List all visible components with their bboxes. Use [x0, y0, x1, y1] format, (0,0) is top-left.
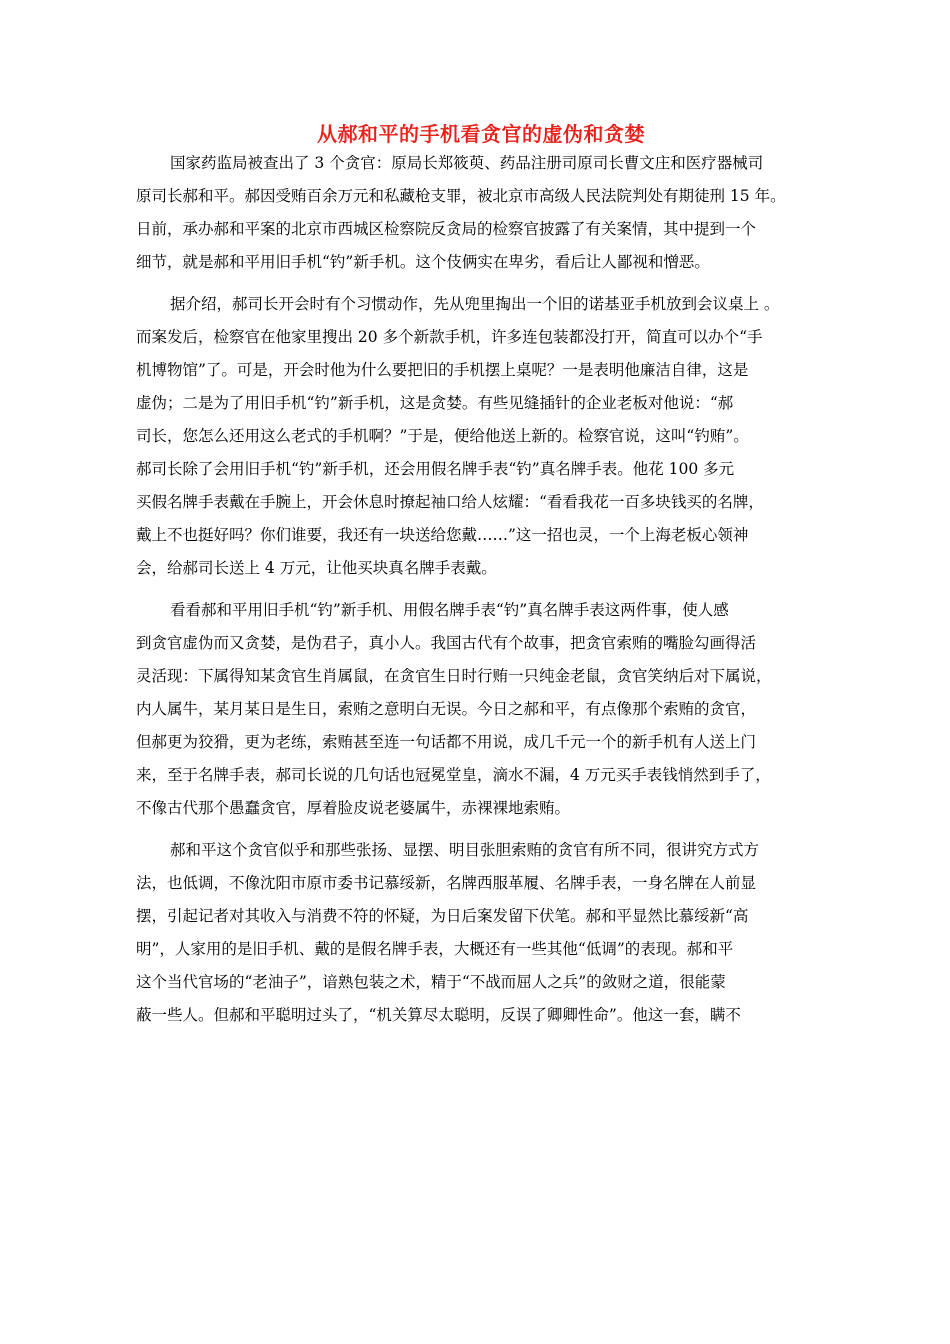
paragraph-line: 买假名牌手表戴在手腕上，开会休息时撩起袖口给人炫耀：“看看我花一百多块钱买的名牌，	[136, 493, 764, 511]
paragraph-line: 原司长郝和平。郝因受贿百余万元和私藏枪支罪，被北京市高级人民法院判处有期徒刑 15 年。	[136, 187, 786, 205]
paragraph-line: 虚伪；二是为了用旧手机“钓”新手机，这是贪婪。有些见缝插针的企业老板对他说：“郝	[136, 394, 734, 412]
paragraph-line: 郝和平这个贪官似乎和那些张扬、显摆、明目张胆索贿的贪官有所不同，很讲究方式方	[170, 841, 760, 859]
paragraph-line: 这个当代官场的“老油子”，谙熟包装之术，精于“不战而屈人之兵”的敛财之道，很能蒙	[136, 973, 726, 991]
paragraph-line: 蔽一些人。但郝和平聪明过头了，“机关算尽太聪明，反误了卿卿性命”。他这一套，瞒不	[136, 1006, 741, 1024]
paragraph-2	[136, 288, 826, 585]
paragraph-line: 据介绍，郝司长开会时有个习惯动作，先从兜里掏出一个旧的诺基亚手机放到会议桌上 。	[170, 295, 780, 313]
paragraph-line: 戴上不也挺好吗？你们谁要，我还有一块送给您戴……”这一招也灵，一个上海老板心领神	[136, 526, 749, 544]
paragraph-line: 机博物馆”了。可是，开会时他为什么要把旧的手机摆上桌呢？一是表明他廉洁自律，这是	[136, 361, 749, 379]
paragraph-line: 日前，承办郝和平案的北京市西城区检察院反贪局的检察官披露了有关案情，其中提到一个	[136, 220, 757, 238]
paragraph-line: 内人属牛，某月某日是生日，索贿之意明白无误。今日之郝和平，有点像那个索贿的贪官，	[136, 700, 757, 718]
paragraph-line: 摆，引起记者对其收入与消费不符的怀疑，为日后案发留下伏笔。郝和平显然比慕绥新“高	[136, 907, 749, 925]
paragraph-line: 灵活现：下属得知某贪官生肖属鼠，在贪官生日时行贿一只纯金老鼠，贪官笑纳后对下属说，	[136, 667, 772, 685]
paragraph-line: 看看郝和平用旧手机“钓”新手机、用假名牌手表“钓”真名牌手表这两件事，使人感	[170, 601, 729, 619]
paragraph-line: 而案发后，检察官在他家里搜出 20 多个新款手机，许多连包装都没打开，简直可以办个“手	[136, 328, 763, 346]
paragraph-line: 明”，人家用的是旧手机、戴的是假名牌手表，大概还有一些其他“低调”的表现。郝和平	[136, 940, 734, 958]
paragraph-line: 细节，就是郝和平用旧手机“钓”新手机。这个伎俩实在卑劣，看后让人鄙视和憎恶。	[136, 253, 710, 271]
paragraph-1	[136, 147, 826, 279]
paragraph-line: 会，给郝司长送上 4 万元，让他买块真名牌手表戴。	[136, 559, 497, 577]
paragraph-line: 但郝更为狡猾，更为老练，索贿甚至连一句话都不用说，成几千元一个的新手机有人送上门	[136, 733, 757, 751]
paragraph-line: 到贪官虚伪而又贪婪，是伪君子，真小人。我国古代有个故事，把贪官索贿的嘴脸勾画得活	[136, 634, 757, 652]
paragraph-line: 郝司长除了会用旧手机“钓”新手机，还会用假名牌手表“钓”真名牌手表。他花 100 多元	[136, 460, 735, 478]
paragraph-line: 司长，您怎么还用这么老式的手机啊？”于是，便给他送上新的。检察官说，这叫“钓贿”。	[136, 427, 749, 445]
page-title: 从郝和平的手机看贪官的虚伪和贪婪	[317, 122, 645, 146]
paragraph-line: 来，至于名牌手表，郝司长说的几句话也冠冕堂皇，滴水不漏，4 万元买手表钱悄然到手了，	[136, 766, 771, 784]
paragraph-line: 法，也低调，不像沈阳市原市委书记慕绥新，名牌西服革履、名牌手表，一身名牌在人前显	[136, 874, 757, 892]
article-body	[136, 147, 826, 1032]
paragraph-3	[136, 594, 826, 825]
paragraph-4	[136, 834, 826, 1032]
paragraph-line: 不像古代那个愚蠢贪官，厚着脸皮说老婆属牛，赤裸裸地索贿。	[136, 799, 571, 817]
paragraph-line: 国家药监局被查出了 3 个贪官：原局长郑筱萸、药品注册司原司长曹文庄和医疗器械司	[170, 154, 764, 172]
